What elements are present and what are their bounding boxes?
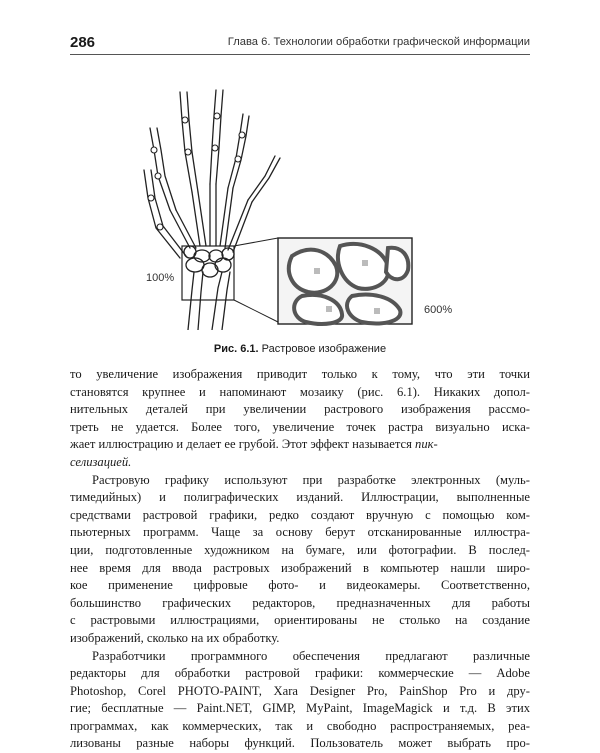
chapter-title: Глава 6. Технологии обработки графической информации bbox=[227, 36, 530, 48]
text-line: Разработчики программного обеспечения предлагают различные bbox=[92, 648, 530, 663]
text-line: гие; бесплатные — Paint.NET, GIMP, MyPaint, ImageMagick и т.д. В этих bbox=[70, 701, 530, 716]
page-number: 286 bbox=[70, 34, 96, 51]
figure-raster-image bbox=[70, 60, 530, 330]
text-line: тимедийных) и полиграфических изданий. Иллюстрации, выполненные bbox=[70, 490, 530, 505]
text-line: пьютерных программ. Чаще за основу берут отсканированные иллюстра- bbox=[70, 525, 530, 540]
text-line: средствами растровой графики, редко создают вручную с помощью ком- bbox=[70, 507, 530, 522]
header-rule bbox=[70, 54, 530, 55]
zoom-label-600: 600% bbox=[424, 304, 453, 316]
body-text bbox=[70, 366, 530, 753]
text-line: то увеличение изображения приводит только к тому, что эти точки bbox=[70, 367, 530, 381]
caption-label: Рис. 6.1. bbox=[213, 343, 259, 355]
text-line: лизованы разные наборы функций. Пользователь может выбрать про- bbox=[70, 736, 530, 751]
text-line: с растровыми иллюстрациями, ориентированы не столько на создание bbox=[70, 613, 530, 628]
text-line: нительных деталей при увеличении растрового изображения рассмо- bbox=[70, 402, 530, 417]
text-line: изображений, сколько на их обработку. bbox=[70, 630, 280, 645]
text-line: большинство графических редакторов, предназначенных для работы bbox=[70, 595, 530, 610]
text-line: программах, как коммерческих, так и свободно распространяемых, реа- bbox=[70, 718, 530, 733]
text-line: нее время для ввода растровых изображений в компьютер нашли широ- bbox=[70, 560, 530, 575]
magnified-inset bbox=[278, 238, 412, 324]
text-line: ции, подготовленные художником на бумаге, или фотографии. В послед- bbox=[70, 542, 530, 557]
text-line: редакторы для обработки растровой графики: коммерческие — Adobe bbox=[70, 666, 530, 681]
caption-text: Растровое изображение bbox=[258, 343, 387, 355]
term-pixelization: пик- bbox=[415, 437, 438, 452]
figure-caption bbox=[70, 343, 530, 355]
hand-xray-illustration bbox=[70, 60, 530, 330]
text-line: селизацией. bbox=[70, 454, 132, 469]
text-line: кое применение цифровые фото- и видеокамеры. Соответственно, bbox=[70, 578, 530, 593]
text-line: становятся крупнее и напоминают мозаику (рис. 6.1). Никаких допол- bbox=[70, 384, 530, 399]
text-line: Растровую графику используют при разработке электронных (муль- bbox=[92, 472, 530, 487]
page-header bbox=[70, 34, 530, 54]
zoom-label-100: 100% bbox=[146, 272, 175, 284]
text-line: треть не удается. Более того, увеличение точек растра визуально иска- bbox=[70, 419, 530, 434]
text-line: жает иллюстрацию и делает ее грубой. Этот эффект называется пик- bbox=[70, 437, 438, 452]
text-line: Photoshop, Corel PHOTO-PAINT, Xara Designer Pro, PainShop Pro и дру- bbox=[70, 683, 530, 698]
